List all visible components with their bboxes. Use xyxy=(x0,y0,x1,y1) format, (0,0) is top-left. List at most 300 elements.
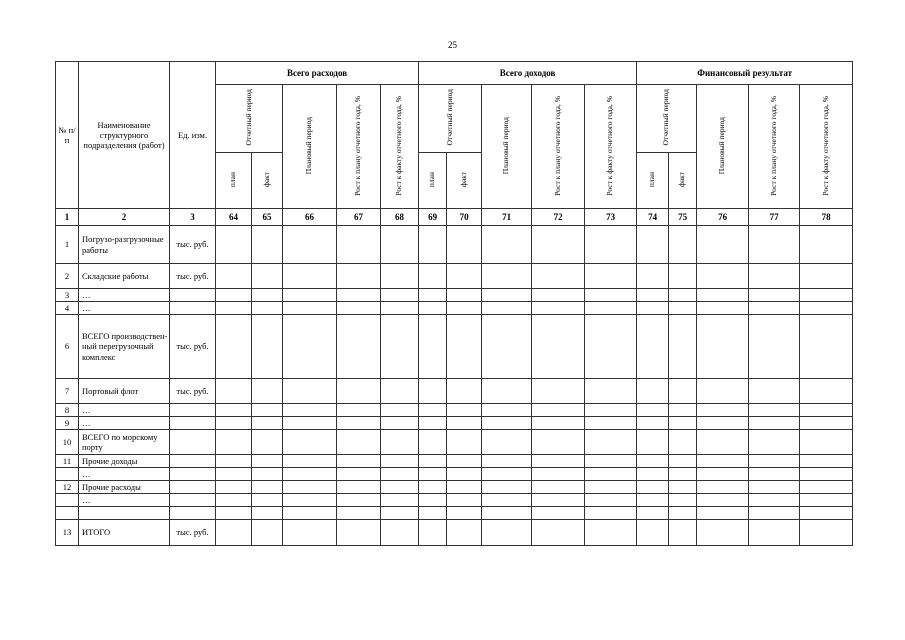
growth-fact-header-result: Рост к факту отчетного года, % xyxy=(800,85,853,209)
data-cell xyxy=(252,430,283,455)
data-cell xyxy=(283,302,337,315)
data-cell xyxy=(697,289,749,302)
fact-header-income: факт xyxy=(447,153,482,209)
data-cell xyxy=(381,494,419,507)
data-cell xyxy=(419,315,447,379)
data-cell xyxy=(532,404,585,417)
data-cell xyxy=(749,494,800,507)
data-cell xyxy=(800,379,853,404)
data-cell xyxy=(532,507,585,520)
data-cell xyxy=(800,455,853,468)
table-row xyxy=(56,315,853,379)
data-cell xyxy=(447,507,482,520)
financial-report-table xyxy=(55,61,853,546)
data-cell xyxy=(482,404,532,417)
data-cell xyxy=(697,302,749,315)
data-cell xyxy=(283,264,337,289)
data-cell xyxy=(532,430,585,455)
fact-header-expenses: факт xyxy=(252,153,283,209)
data-cell xyxy=(283,379,337,404)
table-row xyxy=(56,302,853,315)
data-cell xyxy=(447,430,482,455)
data-cell xyxy=(283,430,337,455)
table-row xyxy=(56,226,853,264)
data-cell xyxy=(637,455,669,468)
planned-period-header-expenses: Плановый период xyxy=(283,85,337,209)
row-unit xyxy=(170,302,216,315)
data-cell xyxy=(216,315,252,379)
row-number xyxy=(56,468,79,481)
data-cell xyxy=(419,289,447,302)
data-cell xyxy=(749,507,800,520)
data-cell xyxy=(381,507,419,520)
row-number: 6 xyxy=(56,315,79,379)
data-cell xyxy=(532,455,585,468)
data-cell xyxy=(283,507,337,520)
table-row xyxy=(56,468,853,481)
column-number: 67 xyxy=(337,209,381,226)
data-cell xyxy=(252,481,283,494)
data-cell xyxy=(216,264,252,289)
data-cell xyxy=(800,264,853,289)
data-cell xyxy=(585,302,637,315)
data-cell xyxy=(419,379,447,404)
data-cell xyxy=(447,302,482,315)
data-cell xyxy=(800,481,853,494)
table-body xyxy=(56,226,853,546)
data-cell xyxy=(283,468,337,481)
data-cell xyxy=(669,507,697,520)
data-cell xyxy=(252,302,283,315)
table-row xyxy=(56,481,853,494)
data-cell xyxy=(482,315,532,379)
data-cell xyxy=(419,404,447,417)
row-name: … xyxy=(79,289,170,302)
row-number: 1 xyxy=(56,226,79,264)
data-cell xyxy=(800,520,853,546)
data-cell xyxy=(749,379,800,404)
table-row xyxy=(56,379,853,404)
data-cell xyxy=(669,302,697,315)
data-cell xyxy=(447,226,482,264)
data-cell xyxy=(216,468,252,481)
row-name xyxy=(79,507,170,520)
column-number: 71 xyxy=(482,209,532,226)
row-number: 13 xyxy=(56,520,79,546)
row-unit xyxy=(170,289,216,302)
data-cell xyxy=(283,404,337,417)
row-name: Прочие доходы xyxy=(79,455,170,468)
group-header-financial-result: Финансовый результат xyxy=(637,62,853,85)
plan-header-income: план xyxy=(419,153,447,209)
column-number: 70 xyxy=(447,209,482,226)
data-cell xyxy=(697,264,749,289)
planned-period-header-result: Плановый период xyxy=(697,85,749,209)
row-number: 7 xyxy=(56,379,79,404)
row-number: 11 xyxy=(56,455,79,468)
fact-header-result: факт xyxy=(669,153,697,209)
data-cell xyxy=(252,379,283,404)
data-cell xyxy=(585,404,637,417)
data-cell xyxy=(381,404,419,417)
row-number: 3 xyxy=(56,289,79,302)
data-cell xyxy=(252,520,283,546)
data-cell xyxy=(697,455,749,468)
plan-header-expenses: план xyxy=(216,153,252,209)
data-cell xyxy=(532,481,585,494)
data-cell xyxy=(447,468,482,481)
data-cell xyxy=(252,264,283,289)
data-cell xyxy=(669,226,697,264)
data-cell xyxy=(532,226,585,264)
data-cell xyxy=(585,430,637,455)
data-cell xyxy=(447,379,482,404)
data-cell xyxy=(381,379,419,404)
data-cell xyxy=(419,264,447,289)
data-cell xyxy=(800,404,853,417)
data-cell xyxy=(697,481,749,494)
data-cell xyxy=(532,289,585,302)
data-cell xyxy=(482,494,532,507)
data-cell xyxy=(697,404,749,417)
data-cell xyxy=(800,468,853,481)
data-cell xyxy=(482,468,532,481)
data-cell xyxy=(532,315,585,379)
data-cell xyxy=(482,289,532,302)
row-unit xyxy=(170,494,216,507)
data-cell xyxy=(585,315,637,379)
row-name: Складские работы xyxy=(79,264,170,289)
data-cell xyxy=(419,481,447,494)
data-cell xyxy=(697,379,749,404)
data-cell xyxy=(447,455,482,468)
data-cell xyxy=(419,507,447,520)
data-cell xyxy=(337,494,381,507)
reporting-period-header-income: Отчетный период xyxy=(419,85,482,153)
column-number: 77 xyxy=(749,209,800,226)
growth-fact-header-income: Рост к факту отчетного года, % xyxy=(585,85,637,209)
data-cell xyxy=(381,520,419,546)
table-row xyxy=(56,507,853,520)
data-cell xyxy=(216,430,252,455)
growth-plan-header-expenses: Рост к плану отчетного года, % xyxy=(337,85,381,209)
data-cell xyxy=(337,507,381,520)
data-cell xyxy=(447,264,482,289)
data-cell xyxy=(800,315,853,379)
row-name: … xyxy=(79,302,170,315)
row-name: ВСЕГО производствен-ный перегрузочный комплекс xyxy=(79,315,170,379)
table-row xyxy=(56,404,853,417)
data-cell xyxy=(337,404,381,417)
data-cell xyxy=(419,417,447,430)
row-name: Погрузо-разгрузочные работы xyxy=(79,226,170,264)
data-cell xyxy=(800,430,853,455)
row-number xyxy=(56,494,79,507)
reporting-period-header-result: Отчетный период xyxy=(637,85,697,153)
group-header-row xyxy=(56,62,853,85)
column-number: 78 xyxy=(800,209,853,226)
data-cell xyxy=(637,417,669,430)
data-cell xyxy=(532,520,585,546)
data-cell xyxy=(337,379,381,404)
data-cell xyxy=(447,520,482,546)
row-unit: тыс. руб. xyxy=(170,315,216,379)
data-cell xyxy=(669,404,697,417)
data-cell xyxy=(637,302,669,315)
data-cell xyxy=(585,226,637,264)
data-cell xyxy=(252,507,283,520)
data-cell xyxy=(669,264,697,289)
data-cell xyxy=(447,494,482,507)
row-number: 4 xyxy=(56,302,79,315)
data-cell xyxy=(669,481,697,494)
column-number: 75 xyxy=(669,209,697,226)
table-row xyxy=(56,455,853,468)
data-cell xyxy=(482,507,532,520)
data-cell xyxy=(697,315,749,379)
page-number: 25 xyxy=(448,40,457,50)
data-cell xyxy=(697,468,749,481)
row-number: 9 xyxy=(56,417,79,430)
row-unit xyxy=(170,404,216,417)
data-cell xyxy=(669,315,697,379)
reporting-period-header-expenses: Отчетный период xyxy=(216,85,283,153)
data-cell xyxy=(337,315,381,379)
data-cell xyxy=(419,430,447,455)
table-row xyxy=(56,430,853,455)
table-row xyxy=(56,520,853,546)
row-unit: тыс. руб. xyxy=(170,520,216,546)
data-cell xyxy=(749,430,800,455)
data-cell xyxy=(532,468,585,481)
row-name: ИТОГО xyxy=(79,520,170,546)
growth-fact-header-expenses: Рост к факту отчетного года, % xyxy=(381,85,419,209)
data-cell xyxy=(337,417,381,430)
data-cell xyxy=(749,226,800,264)
data-cell xyxy=(749,404,800,417)
row-name: … xyxy=(79,468,170,481)
data-cell xyxy=(800,494,853,507)
row-unit xyxy=(170,468,216,481)
column-number: 65 xyxy=(252,209,283,226)
data-cell xyxy=(482,455,532,468)
data-cell xyxy=(381,226,419,264)
data-cell xyxy=(337,455,381,468)
data-cell xyxy=(381,430,419,455)
data-cell xyxy=(482,302,532,315)
row-unit xyxy=(170,507,216,520)
data-cell xyxy=(585,417,637,430)
data-cell xyxy=(252,455,283,468)
data-cell xyxy=(216,289,252,302)
data-cell xyxy=(447,417,482,430)
data-cell xyxy=(252,494,283,507)
data-cell xyxy=(637,226,669,264)
data-cell xyxy=(697,494,749,507)
data-cell xyxy=(419,226,447,264)
growth-plan-header-income: Рост к плану отчетного года, % xyxy=(532,85,585,209)
column-number: 73 xyxy=(585,209,637,226)
data-cell xyxy=(482,379,532,404)
data-cell xyxy=(482,520,532,546)
row-unit: тыс. руб. xyxy=(170,226,216,264)
data-cell xyxy=(447,481,482,494)
data-cell xyxy=(252,226,283,264)
data-cell xyxy=(669,417,697,430)
table-row xyxy=(56,289,853,302)
column-number: 69 xyxy=(419,209,447,226)
data-cell xyxy=(669,289,697,302)
data-cell xyxy=(381,289,419,302)
data-cell xyxy=(252,404,283,417)
data-cell xyxy=(419,468,447,481)
data-cell xyxy=(749,264,800,289)
data-cell xyxy=(216,520,252,546)
group-header-income: Всего доходов xyxy=(419,62,637,85)
data-cell xyxy=(419,455,447,468)
column-number: 76 xyxy=(697,209,749,226)
row-number: 2 xyxy=(56,264,79,289)
data-cell xyxy=(381,468,419,481)
data-cell xyxy=(585,289,637,302)
data-cell xyxy=(216,226,252,264)
data-cell xyxy=(252,315,283,379)
data-cell xyxy=(585,481,637,494)
column-number: 74 xyxy=(637,209,669,226)
column-number: 68 xyxy=(381,209,419,226)
data-cell xyxy=(800,226,853,264)
data-cell xyxy=(337,468,381,481)
data-cell xyxy=(637,481,669,494)
header-name: Наименование структурного подразделения (работ) xyxy=(79,62,170,209)
data-cell xyxy=(585,455,637,468)
data-cell xyxy=(419,302,447,315)
header-unit: Ед. изм. xyxy=(170,62,216,209)
data-cell xyxy=(482,481,532,494)
data-cell xyxy=(283,417,337,430)
row-name: Портовый флот xyxy=(79,379,170,404)
data-cell xyxy=(337,520,381,546)
data-cell xyxy=(637,289,669,302)
data-cell xyxy=(800,302,853,315)
data-cell xyxy=(749,468,800,481)
data-cell xyxy=(669,520,697,546)
data-cell xyxy=(749,481,800,494)
table-row xyxy=(56,264,853,289)
row-unit xyxy=(170,455,216,468)
row-unit xyxy=(170,430,216,455)
data-cell xyxy=(585,379,637,404)
data-cell xyxy=(749,289,800,302)
row-number xyxy=(56,507,79,520)
data-cell xyxy=(669,430,697,455)
data-cell xyxy=(585,264,637,289)
row-unit xyxy=(170,417,216,430)
data-cell xyxy=(532,302,585,315)
column-number: 66 xyxy=(283,209,337,226)
data-cell xyxy=(252,289,283,302)
data-cell xyxy=(697,430,749,455)
data-cell xyxy=(447,289,482,302)
row-number: 12 xyxy=(56,481,79,494)
data-cell xyxy=(252,417,283,430)
data-cell xyxy=(337,289,381,302)
row-name: ВСЕГО по морскому порту xyxy=(79,430,170,455)
data-cell xyxy=(637,404,669,417)
column-number-row xyxy=(56,209,853,226)
data-cell xyxy=(482,226,532,264)
data-cell xyxy=(216,481,252,494)
data-cell xyxy=(381,417,419,430)
row-number: 10 xyxy=(56,430,79,455)
data-cell xyxy=(637,430,669,455)
row-unit: тыс. руб. xyxy=(170,264,216,289)
data-cell xyxy=(283,455,337,468)
data-cell xyxy=(337,264,381,289)
data-cell xyxy=(585,520,637,546)
data-cell xyxy=(697,507,749,520)
row-name: … xyxy=(79,417,170,430)
data-cell xyxy=(637,468,669,481)
table-row xyxy=(56,494,853,507)
data-cell xyxy=(216,379,252,404)
data-cell xyxy=(697,417,749,430)
data-cell xyxy=(637,494,669,507)
row-name: … xyxy=(79,494,170,507)
data-cell xyxy=(216,494,252,507)
data-cell xyxy=(669,455,697,468)
data-cell xyxy=(419,520,447,546)
data-cell xyxy=(749,302,800,315)
row-unit xyxy=(170,481,216,494)
data-cell xyxy=(800,507,853,520)
data-cell xyxy=(532,379,585,404)
table-row xyxy=(56,417,853,430)
data-cell xyxy=(283,481,337,494)
data-cell xyxy=(337,226,381,264)
column-number: 2 xyxy=(79,209,170,226)
row-unit: тыс. руб. xyxy=(170,379,216,404)
data-cell xyxy=(532,494,585,507)
data-cell xyxy=(337,481,381,494)
data-cell xyxy=(252,468,283,481)
data-cell xyxy=(697,520,749,546)
data-cell xyxy=(381,264,419,289)
data-cell xyxy=(669,379,697,404)
data-cell xyxy=(283,520,337,546)
data-cell xyxy=(800,417,853,430)
data-cell xyxy=(482,430,532,455)
column-number: 1 xyxy=(56,209,79,226)
growth-plan-header-result: Рост к плану отчетного года, % xyxy=(749,85,800,209)
data-cell xyxy=(585,468,637,481)
data-cell xyxy=(749,455,800,468)
data-cell xyxy=(337,430,381,455)
data-cell xyxy=(482,264,532,289)
row-number: 8 xyxy=(56,404,79,417)
column-number: 64 xyxy=(216,209,252,226)
data-cell xyxy=(585,507,637,520)
row-name: Прочие расходы xyxy=(79,481,170,494)
plan-header-result: план xyxy=(637,153,669,209)
data-cell xyxy=(216,507,252,520)
data-cell xyxy=(532,417,585,430)
data-cell xyxy=(447,315,482,379)
data-cell xyxy=(697,226,749,264)
data-cell xyxy=(669,494,697,507)
data-cell xyxy=(637,520,669,546)
data-cell xyxy=(669,468,697,481)
